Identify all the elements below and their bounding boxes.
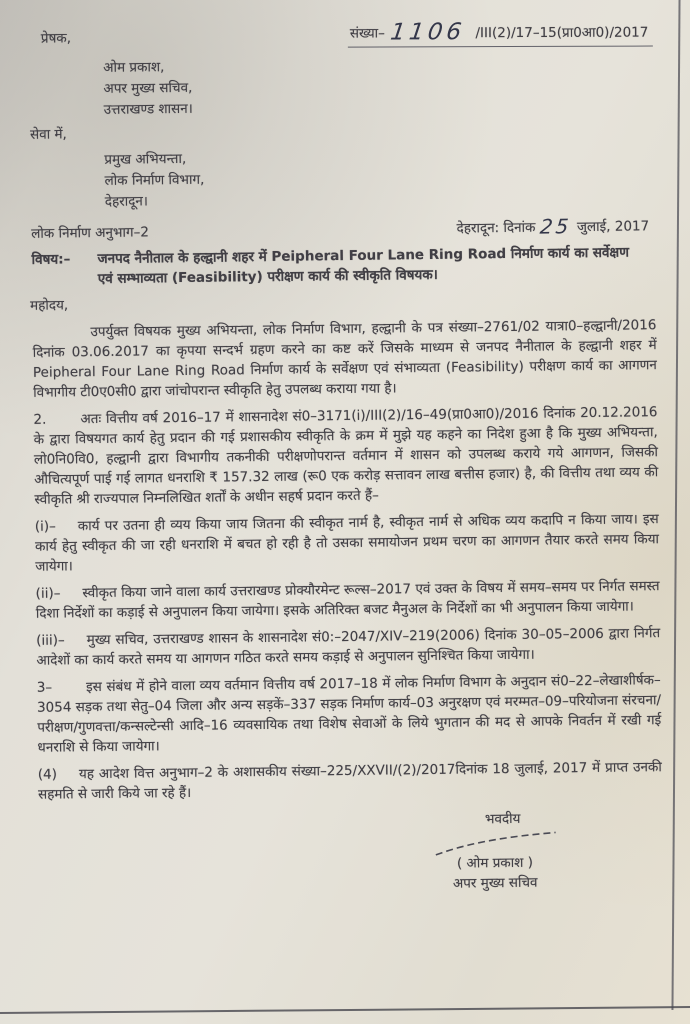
recipient-name: प्रमुख अभियन्ता, — [104, 150, 187, 168]
condition-iii-label: (iii)– — [36, 632, 65, 649]
paragraph-4-label: (4) — [37, 766, 58, 783]
condition-i — [35, 509, 660, 577]
recipient-block — [104, 143, 655, 212]
signature-area — [39, 827, 664, 899]
sender-org: उत्तराखण्ड शासन। — [103, 100, 193, 118]
salutation: महोदय, — [30, 297, 69, 314]
paragraph-2-text: अतः वित्तीय वर्ष 2016–17 में शासनादेश सं0–3171(i)/III(2)/16–49(प्रा0आ0)/2016 दिनांक 20.12.2016 के द्वारा विषयगत कार्य हेतु प्रदान की गई प्रशासकीय स्वीकृति के क्रम में मुझे यह कहने का निदेश हुआ है कि मुख्य अभियन्ता, लो0नि0वि0, हल्द्वानी द्वारा विभागीय तकनीकी परीक्षणोपरान्त वर्तमान में शासन को उपलब्ध कराये गये आगणन, जिसकी औचित्यपूर्ण पाई गई लागत धनराशि ₹ 157.32 लाख (रू0 एक करोड़ सत्तावन लाख बत्तीस हजार) है, की वित्तीय तथा व्यय की स्वीकृति श्री राज्यपाल निम्नलिखित शर्तों के अधीन सहर्ष प्रदान करते हैं– — [33, 404, 659, 508]
condition-iii — [36, 623, 660, 671]
page-border-bottom — [0, 1006, 690, 1014]
to-label: सेवा में, — [29, 126, 67, 143]
subject-text: जनपद नैनीताल के हल्द्वानी शहर में Peipheral Four Lane Ring Road निर्माण कार्य का सर्वेक्षण एवं सम्भाव्यता (Feasibility) परीक्षण कार्य की स्वीकृति विषयक। — [97, 244, 630, 288]
ref-number-handwritten: 1106 — [389, 19, 468, 46]
reference-number-line — [348, 20, 653, 48]
paragraph-2-label: 2. — [33, 411, 47, 428]
subject-label: विषय:– — [31, 251, 71, 268]
ref-suffix: /III(2)/17–15(प्रा0आ0)/2017 — [475, 24, 649, 42]
condition-ii — [36, 576, 660, 624]
date-day-handwritten: 25 — [539, 214, 573, 239]
paragraph-4 — [38, 757, 662, 805]
recipient-dept: लोक निर्माण विभाग, — [104, 171, 205, 189]
paragraph-3-text: इस संबंध में होने वाला व्यय वर्तमान वित्तीय वर्ष 2017–18 में लोक निर्माण विभाग के अनुदान सं0–22–लेखाशीर्षक–3054 सड़क तथा सेतु–04 जिला और अन्य सड़कें–337 सड़क निर्माण कार्य–03 अनुरक्षण एवं मरम्मत–09–परियोजना संरचना/परीक्षण/गुणवत्ता/कन्सल्टेन्सी आदि–16 व्यवसायिक तथा विशेष सेवाओं के लिये भुगतान की मद से आपके निवर्तन में रखी गई धनराशि से किया जायेगा। — [36, 672, 662, 756]
paragraph-2 — [33, 402, 658, 510]
header-row — [29, 18, 653, 53]
paragraph-opening-text: उपर्युक्त विषयक मुख्य अभियन्ता, लोक निर्माण विभाग, हल्द्वानी के पत्र संख्या–2761/02 यात्रा0–हल्द्वानी/2016 दिनांक 03.06.2017 का कृपया सन्दर्भ ग्रहण करने का कष्ट करें जिसके माध्यम से जनपद नैनीताल के हल्द्वानी शहर में Peipheral Four Lane Ring Road निर्माण कार्य के सर्वेक्षण एवं संभाव्यता (Feasibility) परीक्षण कार्य का आगणन विभागीय टी0ए0सी0 द्वारा जांचोपरान्त स्वीकृति हेतु उपलब्ध कराया गया है। — [32, 317, 657, 401]
signatory-name: ( ओम प्रकाश ) — [456, 854, 534, 872]
signature-block — [405, 830, 586, 894]
dateline-rest: जुलाई, 2017 — [576, 218, 650, 236]
signatory-title: अपर मुख्य सचिव — [452, 874, 538, 892]
page-border-right — [672, 0, 681, 1010]
section-name: लोक निर्माण अनुभाग–2 — [31, 224, 149, 242]
ref-prefix: संख्या– — [350, 25, 386, 42]
condition-ii-label: (ii)– — [35, 585, 61, 602]
sender-title: अपर मुख्य सचिव, — [103, 79, 193, 97]
condition-i-text: कार्य पर उतना ही व्यय किया जाय जितना की स्वीकृत नार्म है, स्वीकृत नार्म से अधिक व्यय कदापि न किया जाय। इस कार्य हेतु स्वीकृत की जा रही धनराशि में बचत हो रही है तो उसका समायोजन प्रथम चरण का आगणन तैयार करते समय किया जायेगा। — [34, 511, 660, 575]
from-label: प्रेषक, — [40, 30, 72, 47]
condition-iii-text: मुख्य सचिव, उत्तराखण्ड शासन के शासनादेश सं0:–2047/XIV–219(2006) दिनांक 30–05–2006 द्वारा निर्गत आदेशों का कार्य करते समय या आगणन गठित करते समय कड़ाई से अनुपालन सुनिश्चित किया जायेगा। — [36, 625, 661, 669]
paragraph-opening — [32, 315, 657, 403]
letter-content — [29, 18, 664, 899]
dateline-prefix: देहरादून: दिनांक — [456, 219, 536, 237]
subject-row — [31, 242, 655, 290]
condition-i-label: (i)– — [34, 518, 56, 535]
section-date-row — [31, 213, 655, 244]
paragraph-3-label: 3– — [36, 679, 53, 696]
closing-regards: भवदीय — [484, 810, 521, 828]
condition-ii-text: स्वीकृत किया जाने वाला कार्य उत्तराखण्ड प्रोक्यौरमेन्ट रूल्स–2017 एवं उक्त के विषय में समय–समय पर निर्गत समस्त दिशा निर्देशों का कड़ाई से अनुपालन किया जायेगा। इसके अतिरिक्त बजट मैनुअल के निर्देशों का भी अनुपालन किया जायेगा। — [35, 578, 660, 622]
dateline — [456, 213, 649, 238]
paragraph-4-text: यह आदेश वित्त अनुभाग–2 के अशासकीय संख्या–225/XXVII/(2)/2017दिनांक 18 जुलाई, 2017 में प्राप्त उनकी सहमति से जारी किये जा रहे हैं। — [37, 759, 662, 803]
sender-block — [103, 51, 654, 120]
paragraph-3 — [37, 670, 662, 758]
sender-name: ओम प्रकाश, — [103, 59, 165, 76]
recipient-city: देहरादून। — [104, 193, 149, 210]
